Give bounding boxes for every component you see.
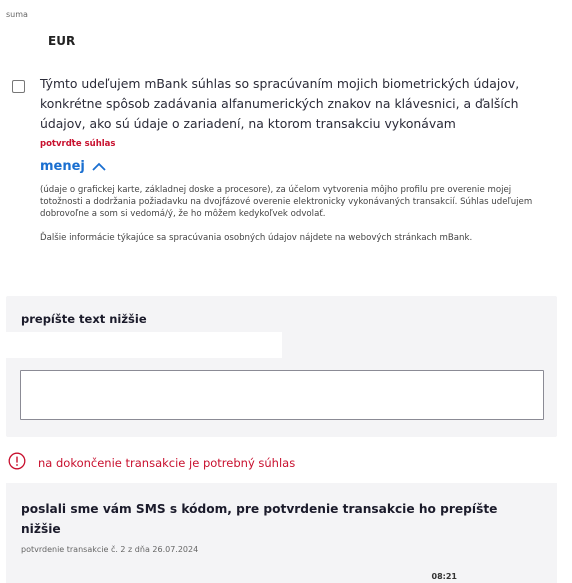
chevron-up-icon (92, 162, 106, 171)
currency-value: EUR (48, 34, 76, 48)
consent-checkbox[interactable] (12, 80, 25, 93)
sms-timer: 08:21 (431, 572, 457, 581)
sms-subtitle: potvrdenie transakcie č. 2 z dňa 26.07.2024 (21, 545, 199, 554)
consent-more-info: Ďalšie informácie týkajúce sa spracúvania osobných údajov nájdete na webových stránkach mBank. (40, 233, 473, 243)
rewrite-text-box (6, 296, 557, 437)
consent-required-error (8, 452, 295, 474)
consent-required-error-text: na dokončenie transakcie je potrebný súhlas (38, 456, 296, 470)
sms-section (6, 483, 557, 583)
amount-label: suma (6, 10, 28, 19)
consent-details (40, 184, 555, 244)
sms-title: poslali sme vám SMS s kódom, pre potvrdenie transakcie ho prepíšte nižšie (21, 502, 498, 536)
less-toggle[interactable] (40, 159, 106, 174)
consent-text: Týmto udeľujem mBank súhlas so spracúvaním mojich biometrických údajov, konkrétne spôsob zadávania alfanumerických znakov na klávesnici, a ďalších údajov, ako sú údaje o zariadení, na ktorom transakciu vykonávam (40, 76, 520, 131)
consent-error: potvrďte súhlas (40, 139, 116, 149)
rewrite-text-input[interactable] (20, 370, 544, 420)
rewrite-sample-area (6, 332, 282, 358)
rewrite-title: prepíšte text nižšie (21, 312, 147, 326)
consent-details-text: (údaje o grafickej karte, základnej doske a procesore), za účelom vytvorenia môjho profilu pre overenie mojej totožnosti a dodržania požiadavku na dvojfázové overenie elektronicky vykonávaných transakcií. Súhlas udeľujem dobrovoľne a som si vedomá/ý, že ho môžem kedykoľvek odvolať. (40, 185, 533, 219)
less-toggle-label: menej (40, 159, 85, 174)
error-circle-icon (8, 452, 26, 474)
